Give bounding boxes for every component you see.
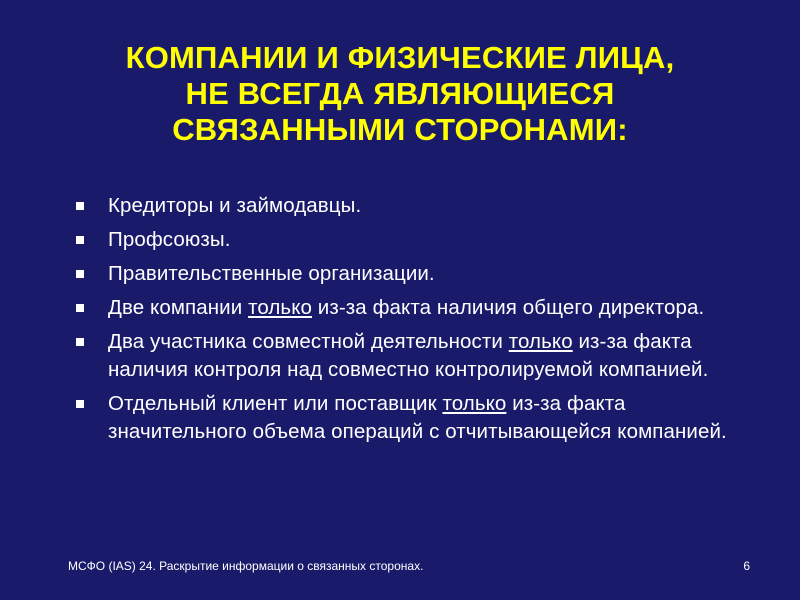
bullet-text: Правительственные организации. [108,262,435,285]
square-bullet-icon [76,202,84,210]
bullet-text-continued: из-за факта наличия контроля над совместно контролируемой компанией. [108,330,709,381]
page-number: 6 [743,559,750,573]
square-bullet-icon [76,270,84,278]
bullet-text-continued: из-за факта значительного объема операций с отчитывающейся компанией. [108,392,727,443]
bullet-item-common-director [76,294,756,322]
bullet-item-single-customer [76,390,756,446]
bullet-list [76,192,756,452]
square-bullet-icon [76,236,84,244]
bullet-text: Два участника совместной деятельности [108,330,509,353]
bullet-text: Отдельный клиент или поставщик [108,392,443,415]
bullet-text: Две компании [108,296,249,319]
square-bullet-icon [76,304,84,312]
bullet-emphasis-only: только [508,330,573,353]
bullet-item-government [76,260,756,288]
bullet-text: Кредиторы и займодавцы. [108,194,362,217]
bullet-item-trade-unions [76,226,756,254]
bullet-text: Профсоюзы. [108,228,231,251]
bullet-emphasis-only: только [248,296,313,319]
square-bullet-icon [76,400,84,408]
square-bullet-icon [76,338,84,346]
title-line-2: НЕ ВСЕГДА ЯВЛЯЮЩИЕСЯ [185,76,615,111]
title-line-3: СВЯЗАННЫМИ СТОРОНАМИ: [172,112,628,147]
bullet-item-creditors [76,192,756,220]
footer-source: МСФО (IAS) 24. Раскрытие информации о связанных сторонах. [68,559,424,573]
title-line-1: КОМПАНИИ И ФИЗИЧЕСКИЕ ЛИЦА, [125,40,675,75]
bullet-text-continued: из-за факта наличия общего директора. [312,296,705,319]
bullet-emphasis-only: только [442,392,507,415]
slide-title [40,40,760,148]
bullet-item-joint-venture [76,328,756,384]
